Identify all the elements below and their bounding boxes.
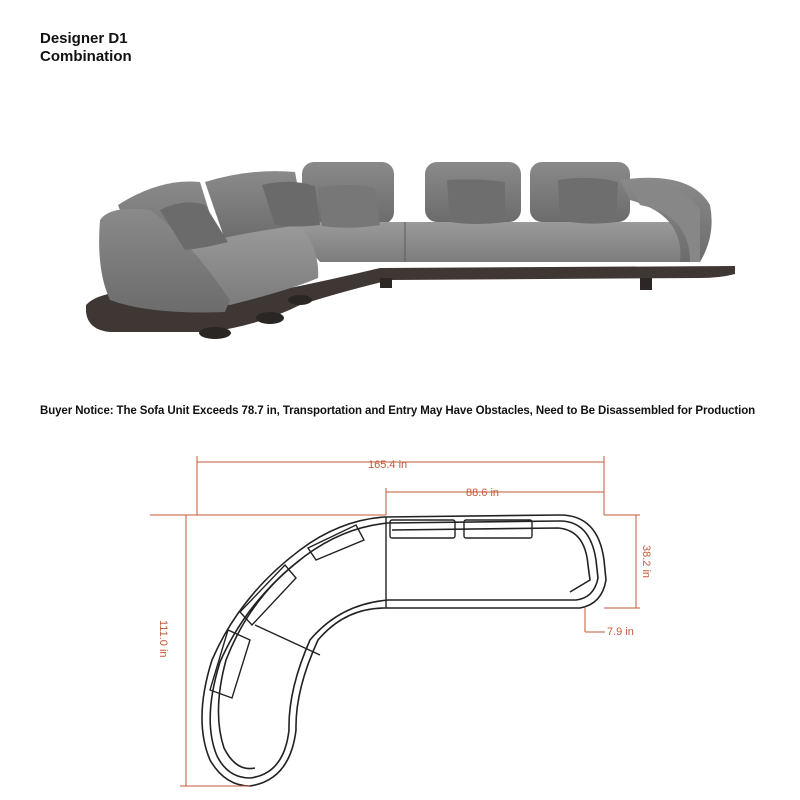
- dim-total-width: 165.4 in: [368, 459, 408, 471]
- dim-depth: 38.2 in: [640, 545, 652, 579]
- product-title-line1: Designer D1: [40, 30, 128, 47]
- product-title-line2: Combination: [40, 48, 132, 65]
- buyer-notice: Buyer Notice: The Sofa Unit Exceeds 78.7 in, Transportation and Entry May Have Obstacles, Need to Be Disassembled for Production: [40, 405, 756, 417]
- dim-straight-section: 88.6 in: [466, 487, 500, 499]
- dim-total-length: 111.0 in: [157, 620, 169, 658]
- dim-base-offset: 7.9 in: [607, 626, 634, 638]
